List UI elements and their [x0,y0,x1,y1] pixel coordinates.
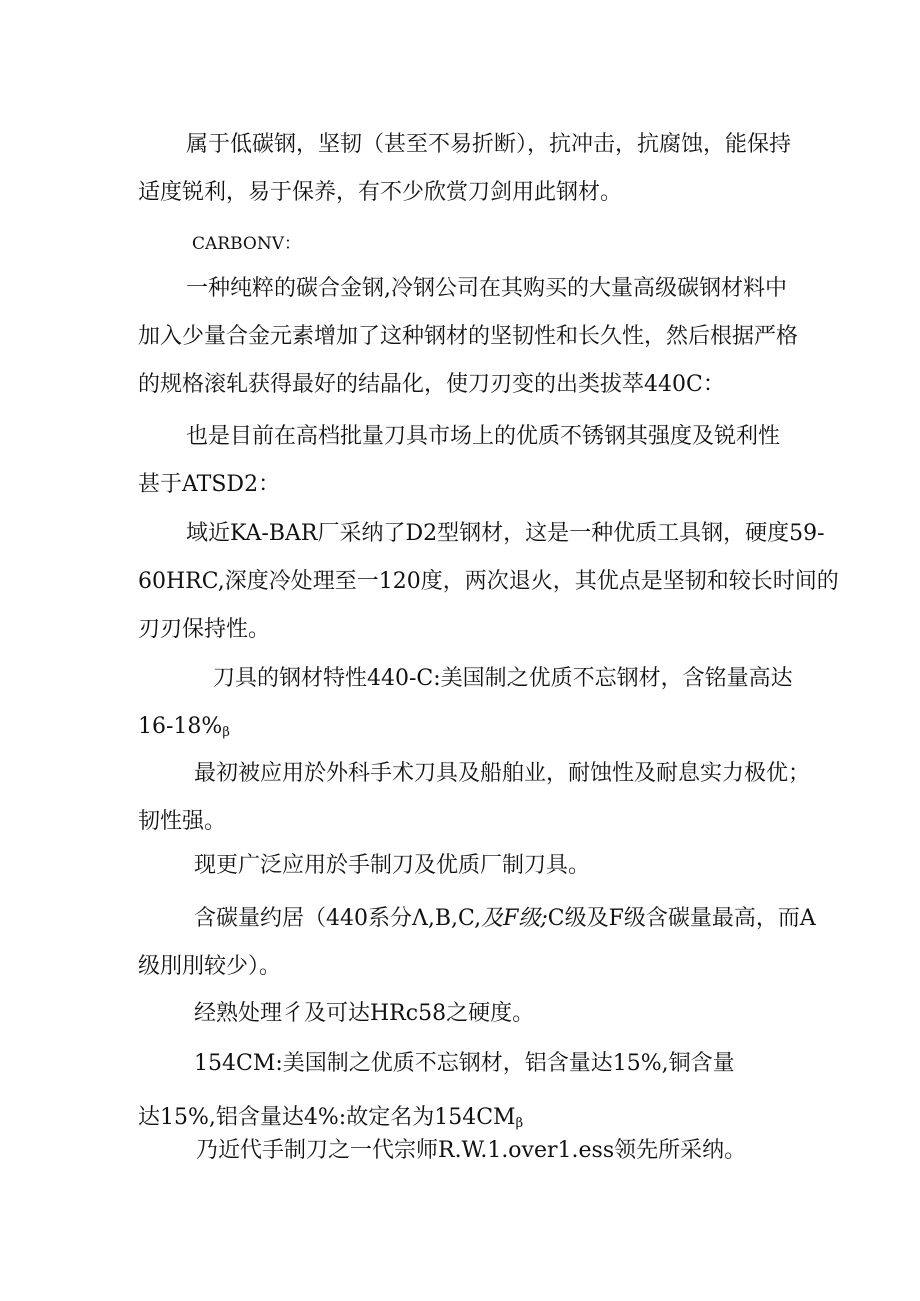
paragraph-154cm [138,1040,798,1088]
text-line: CARBONV： [192,234,301,254]
text-line: 154CM:美国制之优质不忘钢材，铝含量达15%,铜含量 [194,1051,735,1076]
text-line [138,703,798,757]
text-line: 现更广泛应用於手制刀及优质厂制刀具。 [194,853,591,878]
paragraph-carbon-content [138,895,816,991]
text-line: 的规格滚轧获得最好的结晶化，使刀刃变的出类拔萃440C： [138,372,725,397]
text-fragment-italic: 及F级; [481,906,548,931]
text-line: 韧性强。 [138,809,227,834]
text-line: 乃近代手制刀之一代宗师R.W.1.over1.ess领先所采纳。 [196,1138,747,1163]
text-line: 刀具的钢材特性440-C:美国制之优质不忘钢材，含铭量高达 [213,666,793,691]
text-line: 甚于ATSD2： [138,472,281,497]
paragraph-surgical [138,750,811,846]
text-line: 适度锐利，易于保养，有不少欣赏刀剑用此钢材。 [138,180,623,205]
paragraph-high-grade [138,413,798,509]
text-line [138,895,816,943]
text-fragment: 16-18% [138,714,223,739]
paragraph-440c [138,655,798,757]
text-fragment: C级及F级含碳量最高，而A [547,906,816,931]
subscript-mark: β [222,725,230,740]
text-fragment: 达15%,铝含量达4%:故定名为154CM [138,1105,516,1130]
paragraph-low-carbon [138,121,798,217]
text-line: 加入少量合金元素增加了这种钢材的坚韧性和长久性，然后根据严格 [138,324,799,349]
text-line: 属于低碳钢，坚韧（甚至不易折断），抗冲击，抗腐蚀，能保持 [186,132,792,157]
text-line: 也是目前在高档批量刀具市场上的优质不锈钢其强度及锐利性 [186,424,781,449]
text-line: 刃刃保持性。 [138,617,271,642]
text-line: 经熟处理彳及可达HRc58之硬度。 [194,1001,535,1026]
text-line: 60HRC,深度冷处理至一120度，两次退火，其优点是坚韧和较长时间的 [138,569,839,594]
heading-carbonv [138,226,798,262]
text-line: 级刖刖较少）。 [138,954,282,979]
subscript-mark: β [515,1116,524,1131]
paragraph-hardness [138,990,798,1038]
paragraph-carbonv [138,265,798,409]
text-line: 域近KA-BAR厂采纳了D2型钢材，这是一种优质工具钢，硬度59- [186,521,825,546]
text-fragment: 含碳量约居（440系分Λ,B,C, [194,906,482,931]
text-line: 最初被应用於外科手术刀具及船舶业，耐蚀性及耐息实力极优； [194,761,811,786]
paragraph-loveless [138,1133,798,1169]
paragraph-usage [138,842,798,890]
text-line: 一种纯粹的碳合金钢,冷钢公司在其购买的大量高级碳钢材料中 [186,276,787,301]
paragraph-d2 [138,510,839,654]
